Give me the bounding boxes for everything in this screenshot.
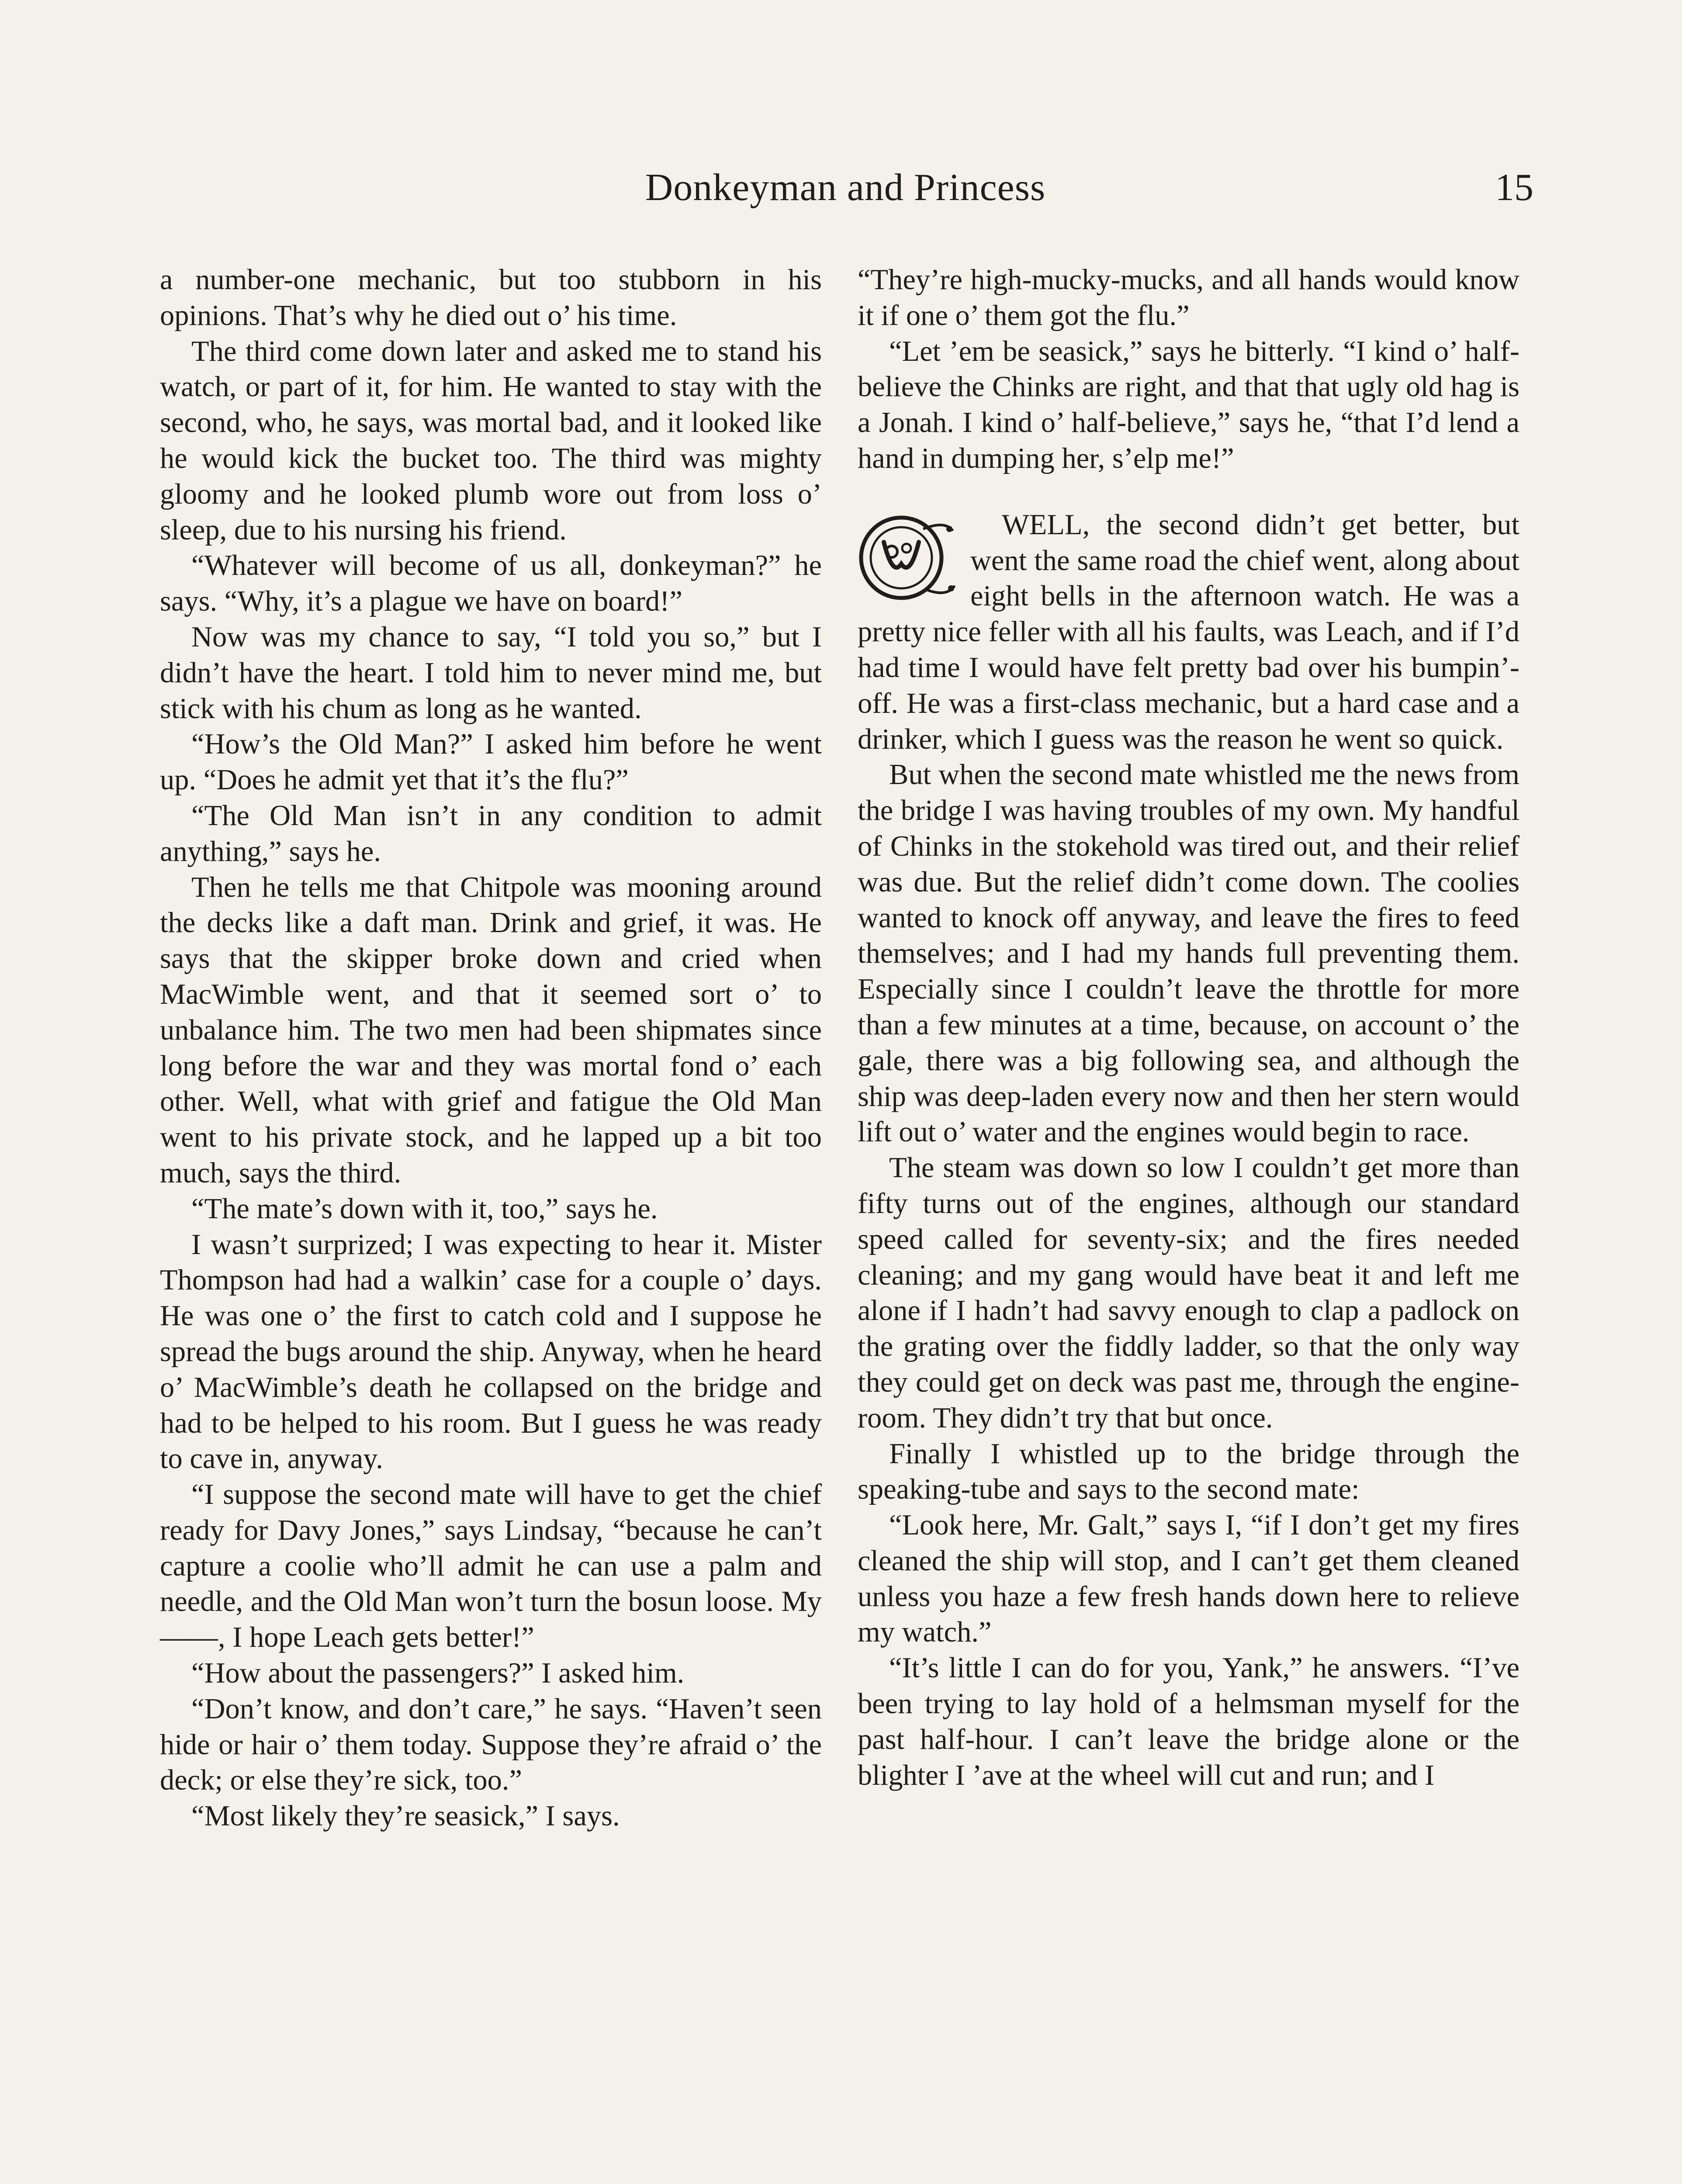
paragraph: “Most likely they’re seasick,” I says. bbox=[191, 1800, 620, 1832]
paragraph: But when the second mate whistled me the news from the bridge I was having troubles of my own. My handful of Chinks in the stokehold was tired out, and their relief was due. But the relief didn’t come down. The coolies wanted to knock off anyway, and leave the fires to feed themselves; and I had my hands full preventing them. Especially since I couldn’t leave the throttle for more than a few minutes at a time, because, on account o’ the gale, there was a big following sea, and although the ship was deep-laden every now and then her stern would lift out o’ water and the engines would begin to race. bbox=[858, 759, 1519, 1148]
page-header bbox=[157, 164, 1533, 216]
paragraph: “They’re high-mucky-mucks, and all hands would know it if one o’ them got the flu.” bbox=[858, 264, 1519, 332]
section-opening-paragraph bbox=[858, 507, 1519, 757]
paragraph: Now was my chance to say, “I told you so,” but I didn’t have the heart. I told him to never mind me, but stick with his chum as long as he wanted. bbox=[160, 621, 822, 725]
paragraph: I wasn’t surprized; I was expecting to hear it. Mister Thompson had had a walkin’ case for a couple o’ days. He was one o’ the first to catch cold and I suppose he spread the bugs around the ship. Anyway, when he heard o’ MacWimble’s death he collapsed on the bridge and had to be helped to his room. But I guess he was ready to cave in, anyway. bbox=[160, 1228, 822, 1475]
running-title: Donkeyman and Princess bbox=[645, 166, 1046, 209]
paragraph: “The Old Man isn’t in any condition to admit anything,” says he. bbox=[160, 799, 822, 867]
paragraph: “The mate’s down with it, too,” says he. bbox=[191, 1192, 658, 1225]
paragraph: a number-one mechanic, but too stubborn in his opinions. That’s why he died out o’ his time. bbox=[160, 264, 822, 332]
section-lead-word: WELL, bbox=[1002, 508, 1090, 541]
paragraph: “Look here, Mr. Galt,” says I, “if I don’t get my fires cleaned the ship will stop, and I can’t get them cleaned unless you haze a few fresh hands down here to relieve my watch.” bbox=[858, 1509, 1519, 1648]
left-column bbox=[160, 262, 822, 1834]
section-lead-text: the second didn’t get better, but went the same road the chief went, along about eight bells in the afternoon watch. He was a pretty nice feller with all his faults, was Leach, and if I’d had time I would have felt pretty bad over his bumpin’-off. He was a first-class mechanic, but a hard case and a drinker, which I guess was the reason he went so quick. bbox=[858, 508, 1519, 755]
paragraph: “Don’t know, and don’t care,” he says. “Haven’t seen hide or hair o’ them today. Suppose they’re afraid o’ the deck; or else they’re sick, too.” bbox=[160, 1693, 822, 1797]
paragraph: Then he tells me that Chitpole was mooning around the decks like a daft man. Drink and grief, it was. He says that the skipper broke down and cried when MacWimble went, and that it seemed sort o’ to unbalance him. The two men had been shipmates since long before the war and they was mortal fond o’ each other. Well, what with grief and fatigue the Old Man went to his private stock, and he lapped up a bit too much, says the third. bbox=[160, 871, 822, 1189]
decorative-initial-icon bbox=[858, 511, 959, 604]
paragraph: “Let ’em be seasick,” says he bitterly. “I kind o’ half-believe the Chinks are right, and that that ugly old hag is a Jonah. I kind o’ half-believe,” says he, “that I’d lend a hand in dumping her, s’elp me!” bbox=[858, 335, 1519, 474]
paragraph: “It’s little I can do for you, Yank,” he answers. “I’ve been trying to lay hold of a helmsman myself for the past half-hour. I can’t leave the bridge alone or the blighter I ’ave at the wheel will cut and run; and I bbox=[858, 1652, 1519, 1791]
paragraph: Finally I whistled up to the bridge through the speaking-tube and says to the second mate: bbox=[858, 1438, 1519, 1506]
page-number: 15 bbox=[1495, 166, 1533, 209]
right-column bbox=[858, 262, 1519, 1793]
paragraph: The third come down later and asked me to stand his watch, or part of it, for him. He wanted to stay with the second, who, he says, was mortal bad, and it looked like he would kick the bucket too. The third was mighty gloomy and he looked plumb wore out from loss o’ sleep, due to his nursing his friend. bbox=[160, 335, 822, 546]
paragraph: “How about the passengers?” I asked him. bbox=[191, 1657, 685, 1690]
paragraph: “How’s the Old Man?” I asked him before he went up. “Does he admit yet that it’s the flu?” bbox=[160, 728, 822, 796]
paragraph: “Whatever will become of us all, donkeyman?” he says. “Why, it’s a plague we have on board!” bbox=[160, 549, 822, 618]
paragraph: “I suppose the second mate will have to get the chief ready for Davy Jones,” says Lindsay, “because he can’t capture a coolie who’ll admit he can use a palm and needle, and the Old Man won’t turn the bosun loose. My ——, I hope Leach gets better!” bbox=[160, 1479, 822, 1654]
paragraph: The steam was down so low I couldn’t get more than fifty turns out of the engines, although our standard speed called for seventy-six; and the fires needed cleaning; and my gang would have beat it and left me alone if I hadn’t had savvy enough to clap a padlock on the grating over the fiddly ladder, so that the only way they could get on deck was past me, through the engine-room. They didn’t try that but once. bbox=[858, 1152, 1519, 1434]
